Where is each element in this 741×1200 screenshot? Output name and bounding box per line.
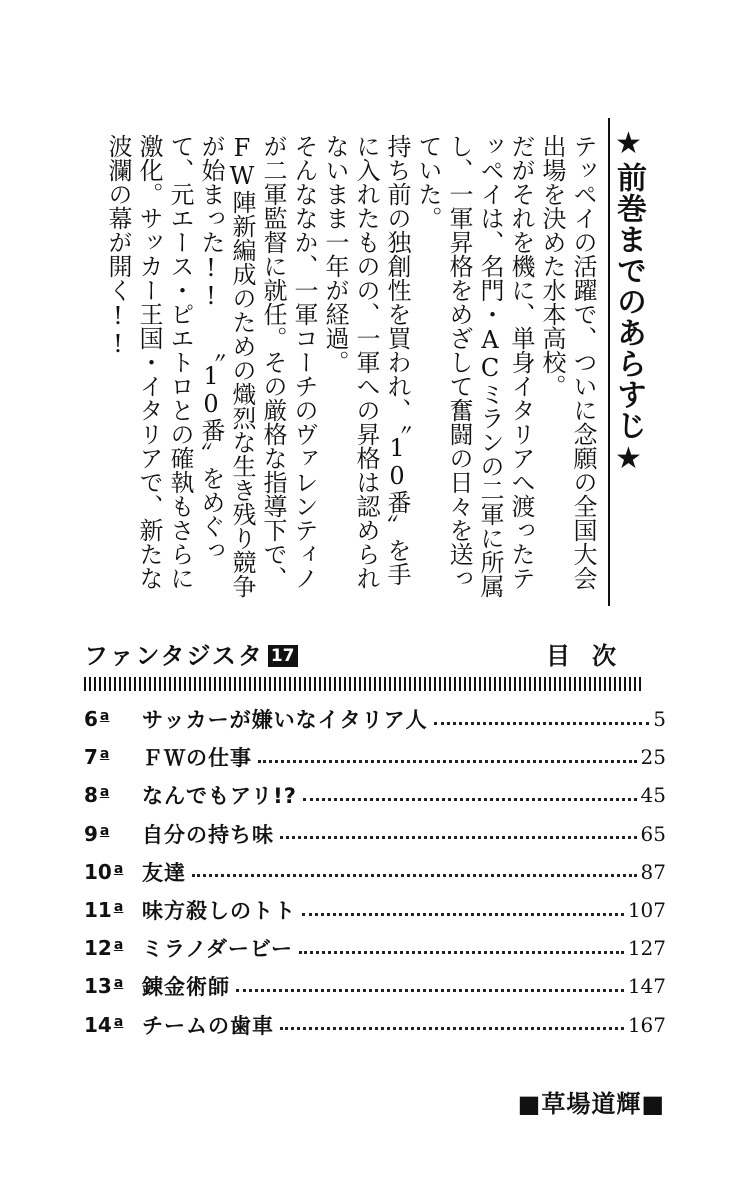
page-number: 65 bbox=[640, 821, 666, 846]
chapter-title: ミラノダービー bbox=[142, 937, 294, 962]
toc-row[interactable] bbox=[84, 815, 666, 853]
page-number: 167 bbox=[627, 1012, 666, 1037]
page-number: 107 bbox=[627, 898, 666, 923]
chapter-number: 12 $^a$ bbox=[84, 936, 124, 961]
chapter-number: 14 $^a$ bbox=[84, 1012, 124, 1037]
dot-leader bbox=[302, 913, 624, 916]
dot-leader bbox=[236, 989, 624, 992]
chapter-title: 友達 bbox=[142, 860, 186, 885]
synopsis-block bbox=[82, 118, 648, 606]
dot-leader bbox=[280, 1027, 624, 1030]
volume-badge: 17 bbox=[268, 645, 298, 667]
page-number: 5 bbox=[653, 707, 666, 732]
dot-leader bbox=[192, 874, 637, 877]
toc-list bbox=[84, 700, 666, 1044]
page-number: 45 bbox=[640, 783, 666, 808]
chapter-title: 錬金術師 bbox=[142, 975, 230, 1000]
chapter-title: 味方殺しのトト bbox=[142, 899, 296, 924]
chapter-number: 13 $^a$ bbox=[84, 974, 124, 999]
page-number: 147 bbox=[627, 974, 666, 999]
toc-row[interactable] bbox=[84, 929, 666, 967]
book-title-text: ファンタジスタ bbox=[84, 642, 264, 670]
chapter-number: 8 $^a$ bbox=[84, 783, 110, 808]
toc-row[interactable] bbox=[84, 776, 666, 814]
chapter-number: 9 $^a$ bbox=[84, 821, 110, 846]
toc-row[interactable] bbox=[84, 967, 666, 1005]
dot-leader bbox=[258, 760, 637, 763]
chapter-number: 11 $^a$ bbox=[84, 898, 124, 923]
synopsis-heading: ★前巻までのあらすじ★ bbox=[608, 118, 648, 606]
chapter-number: 10 $^a$ bbox=[84, 859, 124, 884]
page-number: 127 bbox=[627, 936, 666, 961]
page-number: 87 bbox=[640, 859, 666, 884]
toc-row[interactable] bbox=[84, 853, 666, 891]
page-number: 25 bbox=[640, 745, 666, 770]
synopsis-paragraph: テッペイの活躍で、ついに念願の全国大会出場を決めた水本高校。 bbox=[538, 134, 597, 590]
header-rule bbox=[84, 677, 644, 691]
author-name: ■草場道輝■ bbox=[517, 1090, 665, 1118]
synopsis-paragraph: だがそれを機に、単身イタリアへ渡ったテッペイは、名門・ACミランの二軍に所属し、一軍昇格をめざして奮闘の日々を送っていた。 bbox=[414, 134, 535, 598]
toc-row[interactable] bbox=[84, 738, 666, 776]
chapter-title: ＦＷの仕事 bbox=[142, 746, 252, 771]
chapter-title: なんでもアリ!? bbox=[142, 784, 297, 809]
contents-label: 目次 bbox=[546, 642, 638, 670]
chapter-number: 7 $^a$ bbox=[84, 745, 110, 770]
toc-row[interactable] bbox=[84, 891, 666, 929]
toc-header bbox=[82, 632, 642, 672]
chapter-title: 自分の持ち味 bbox=[142, 822, 274, 847]
dot-leader bbox=[280, 836, 637, 839]
synopsis-paragraph: 持ち前の独創性を買われ、〝10番〟を手に入れたものの、一軍への昇格は認められないまま一年が経過。 bbox=[321, 134, 411, 590]
toc-row[interactable] bbox=[84, 1006, 666, 1044]
dot-leader bbox=[299, 951, 624, 954]
chapter-title: サッカーが嫌いなイタリア人 bbox=[142, 708, 428, 733]
synopsis-paragraph: そんななか、一軍コーチのヴァレンティノが二軍監督に就任。その厳格な指導下で、FW陣新編成のための熾烈な生き残り競争が始まった!! 〝10番〟をめぐって、元エース・ピエトロとの確執もさらに激化。サッカー王国・イタリアで、新たな波瀾の幕が開く!! bbox=[104, 134, 318, 598]
chapter-number: 6 $^a$ bbox=[84, 707, 110, 732]
dot-leader bbox=[434, 722, 650, 725]
synopsis-body bbox=[78, 134, 598, 604]
toc-row[interactable] bbox=[84, 700, 666, 738]
chapter-title: チームの歯車 bbox=[142, 1013, 274, 1038]
book-title bbox=[84, 636, 298, 671]
dot-leader bbox=[303, 798, 637, 801]
